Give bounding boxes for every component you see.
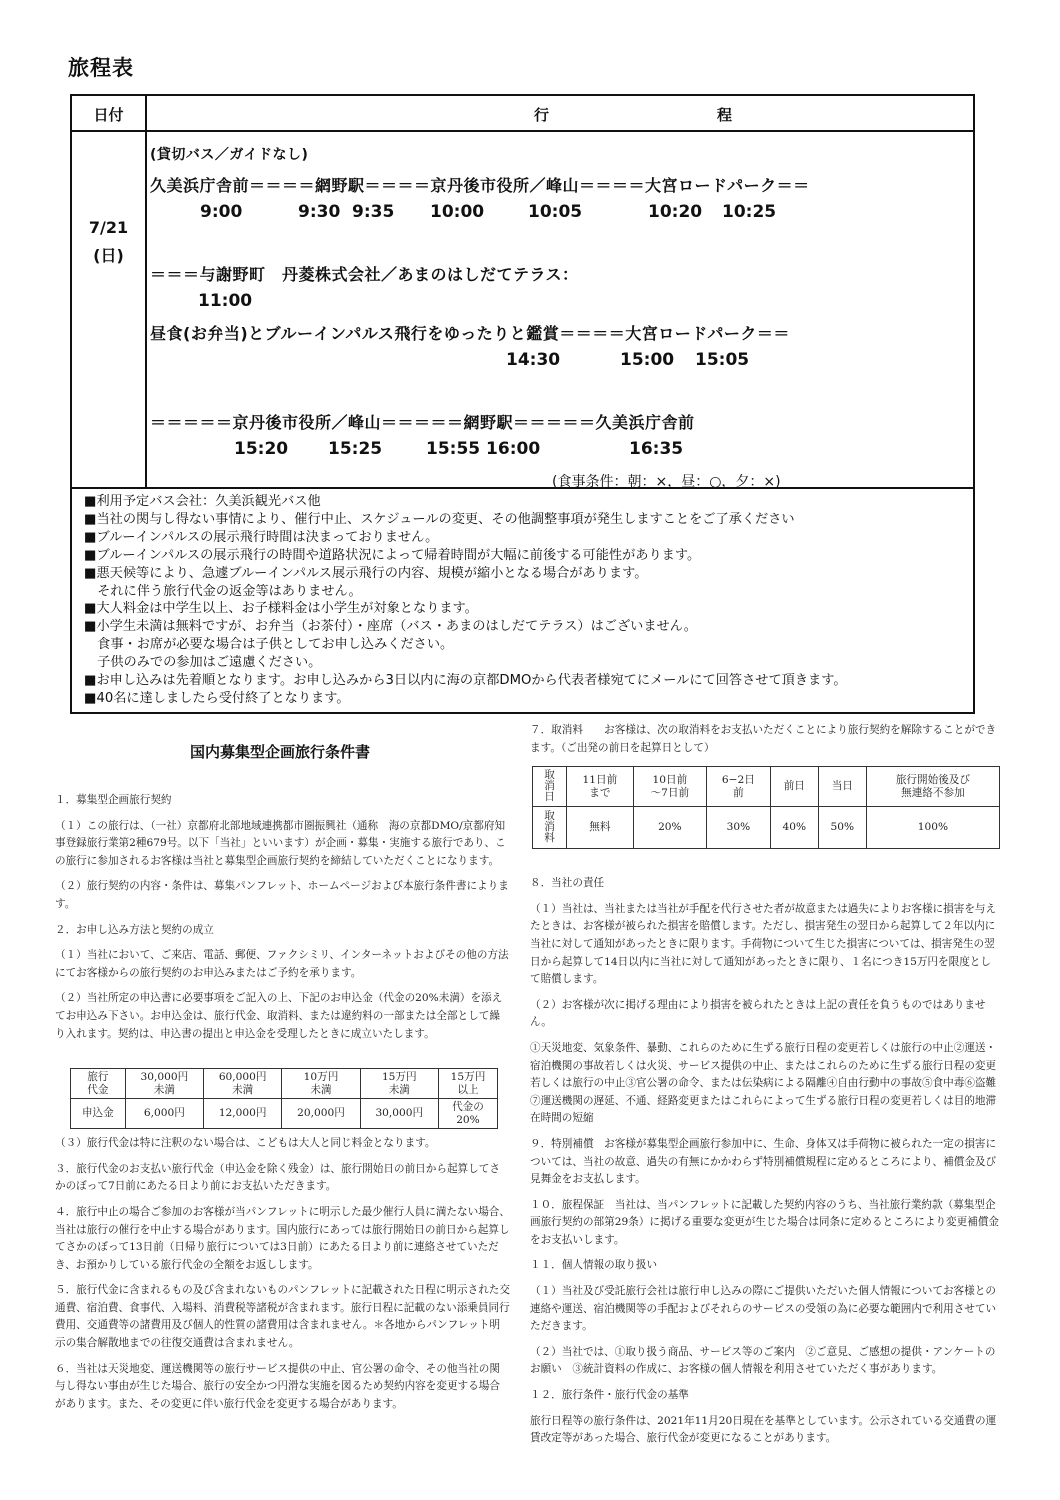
note-line: ■当社の関与し得ない事情により、催行中止、スケジュールの変更、その他調整事項が発生しますことをご了承ください xyxy=(84,511,795,527)
note-line: 食事・お席が必要な場合は子供としてお申し込みください。 xyxy=(84,637,454,653)
table-cell: 12,000円 xyxy=(204,1099,282,1129)
paragraph: ①天災地変、気象条件、暴動、これらのために生ずる旅行日程の変更若しくは旅行の中止②運送・宿泊機関の事故若しくは火災、サービス提供の中止、またはこれらのために生ずる旅行日程の変更若しくは旅行の中止③官公署の命令、または伝染病による隔離④自由行動中の事故⑤食中毒⑥盗難⑦運送機関の遅延、不通、経路変更またはこれらによって生ずる旅行日程の変更若しくは目的地滞在時間の短縮 xyxy=(530,1041,997,1125)
table-cell: 15万円 未満 xyxy=(360,1069,438,1099)
table-row xyxy=(533,807,1000,849)
table-cell: 旅行開始後及び 無連絡不参加 xyxy=(866,767,999,807)
note-line: ■小学生未満は無料ですが、お弁当（お茶付）・座席（バス・あまのはしだてテラス）はございません。 xyxy=(84,619,697,635)
notes-box xyxy=(70,489,975,714)
deposit-table xyxy=(70,1068,498,1129)
paragraph: １０．旅程保証 当社は、当パンフレットに記載した契約内容のうち、当社旅行業約款（募集型企画旅行契約の部第29条）に掲げる重要な変更が生じた場合は同条に定めるところにより変更補償金をお支払いします。 xyxy=(530,1198,1000,1246)
note-line: ■40名に達しましたら受付終了となります。 xyxy=(84,690,350,706)
time: 10:05 xyxy=(528,202,583,222)
paragraph: （２）旅行契約の内容・条件は、募集パンフレット、ホームページおよび本旅行条件書によります。 xyxy=(55,880,509,910)
route-line-2: ＝＝＝与謝野町 丹菱株式会社／あまのはしだてテラス： xyxy=(150,265,579,284)
table-cell: 10万円 未満 xyxy=(282,1069,360,1099)
table-cell: 当日 xyxy=(818,767,866,807)
bus-note: (貸切バス／ガイドなし) xyxy=(150,147,309,163)
time: 11:00 xyxy=(198,291,253,311)
table-cell: 6−2日 前 xyxy=(706,767,770,807)
date-text: 7/21 xyxy=(88,218,129,237)
route-line-4: ＝＝＝＝＝京丹後市役所／峰山＝＝＝＝＝網野駅＝＝＝＝＝久美浜庁舎前 xyxy=(150,413,695,432)
time: 10:00 xyxy=(430,202,485,222)
time: 9:35 xyxy=(352,202,395,222)
cancellation-table xyxy=(532,766,1000,849)
table-cell: 15万円 以上 xyxy=(438,1069,497,1099)
itinerary-table xyxy=(70,94,975,489)
paragraph: （１）この旅行は、（一社）京都府北部地域連携都市圏振興社（通称 海の京都DMO/京都府知事登録旅行業第2種679号。以下「当社」といいます）が企画・募集・実施する旅行であり、この旅行に参加されるお客様は当社と募集型企画旅行契約を締結していただくことになります。 xyxy=(55,819,506,867)
time: 9:00 xyxy=(200,202,243,222)
paragraph: ９．特別補償 お客様が募集型企画旅行参加中に、生命、身体又は手荷物に被られた一定の損害については、当社の故意、過失の有無にかかわらず特別補償規程に定めるところにより、補償金及び見舞金をお支払します。 xyxy=(530,1137,997,1186)
table-cell: 30% xyxy=(706,807,770,849)
table-cell: 100% xyxy=(866,807,999,849)
note-line: ■ブルーインパルスの展示飛行時間は決まっておりません。 xyxy=(84,529,439,545)
table-cell: 申込金 xyxy=(71,1099,126,1129)
time: 15:20 xyxy=(234,439,289,459)
table-cell: 40% xyxy=(770,807,818,849)
paragraph: ６．当社は天災地変、運送機関等の旅行サービス提供の中止、官公署の命令、その他当社の関与し得ない事由が生じた場合、旅行の安全かつ円滑な実施を図るため契約内容を変更する場合があります。また、その変更に伴い旅行代金を変更する場合があります。 xyxy=(55,1362,500,1410)
note-line: ■悪天候等により、急遽ブルーインパルス展示飛行の内容、規模が縮小となる場合があります。 xyxy=(84,565,648,581)
table-cell: 取 消 料 xyxy=(533,807,567,849)
table-cell: 11日前 まで xyxy=(567,767,634,807)
section-title: ８．当社の責任 xyxy=(530,877,605,890)
note-line: それに伴う旅行代金の返金等はありません。 xyxy=(84,583,362,599)
note-line: ■お申し込みは先着順となります。お申し込みから3日以内に海の京都DMOから代表者様宛てにメールにて回答させて頂きます。 xyxy=(84,673,847,689)
paragraph: ３．旅行代金のお支払い旅行代金（申込金を除く残金）は、旅行開始日の前日から起算してさかのぼって7日前にあたる日より前にお支払いただきます。 xyxy=(55,1162,500,1193)
table-row xyxy=(71,1099,498,1129)
table-cell: 前日 xyxy=(770,767,818,807)
paragraph: （１）当社及び受託旅行会社は旅行申し込みの際にご提供いただいた個人情報についてお客様との連絡や運送、宿泊機関等の手配およびそれらのサービスの受領の為に必要な範囲内で利用させていただきます。 xyxy=(530,1285,997,1333)
section-title: １２．旅行条件・旅行代金の基準 xyxy=(530,1389,689,1402)
route-line-3: 昼食(お弁当)とブルーインパルス飛行をゆったりと鑑賞＝＝＝＝大宮ロードパーク＝＝ xyxy=(150,324,790,343)
paragraph: （２）当社所定の申込書に必要事項をご記入の上、下記のお申込金（代金の20%未満）を添えてお申込み下さい。お申込金は、旅行代金、取消料、または違約料の一部または全部として繰り入れます。契約は、申込書の提出と申込金を受理したときに成立いたします。 xyxy=(55,992,503,1040)
header-date: 日付 xyxy=(93,106,124,124)
note-line: ■ブルーインパルスの展示飛行の時間や道路状況によって帰着時間が大幅に前後する可能性があります。 xyxy=(84,547,701,563)
paragraph: 旅行日程等の旅行条件は、2021年11月20日現在を基準としています。公示されている交通費の運賃改定等があった場合、旅行代金が変更になることがあります。 xyxy=(530,1414,997,1445)
table-cell: 30,000円 xyxy=(360,1099,438,1129)
table-cell: 旅行 代金 xyxy=(71,1069,126,1099)
table-cell: 20,000円 xyxy=(282,1099,360,1129)
paragraph: ４．旅行中止の場合ご参加のお客様が当パンフレットに明示した最少催行人員に満たない場合、当社は旅行の催行を中止する場合があります。国内旅行にあっては旅行開始日の前日から起算してさかのぼって13日前（日帰り旅行については3日前）にあたる日より前に連絡させていただき、お預かりしている旅行代金の全額をお返しします。 xyxy=(55,1205,510,1271)
time: 10:20 xyxy=(648,202,703,222)
section-title: １．募集型企画旅行契約 xyxy=(55,794,172,806)
page-title: 旅程表 xyxy=(68,56,134,80)
trip-date xyxy=(72,214,145,270)
time: 10:25 xyxy=(722,202,777,222)
paragraph: （１）当社は、当社または当社が手配を代行させた者が故意または過失によりお客様に損害を与えたときは、お客様が被られた損害を賠償します。ただし、損害発生の翌日から起算して２年以内に当社に対して通知があったときに限ります。手荷物について生じた損害については、損害発生の翌日から起算して14日以内に当社に対して通知があったときに限り、１名につき15万円を限度として賠償します。 xyxy=(530,902,997,986)
paragraph: （２）お客様が次に掲げる理由により損害を被られたときは上記の責任を負うものではありません。 xyxy=(530,998,986,1029)
table-cell: 取 消 日 xyxy=(533,767,567,807)
table-cell: 20% xyxy=(633,807,706,849)
paragraph: （２）当社では、①取り扱う商品、サービス等のご案内 ②ご意見、ご感想の提供・アンケートのお願い ③統計資料の作成に、お客様の個人情報を利用させていただく事があります。 xyxy=(530,1345,996,1376)
header-itinerary-1: 行 xyxy=(534,106,550,124)
note-line: ■利用予定バス会社：久美浜観光バス他 xyxy=(84,494,321,509)
note-line: 子供のみでの参加はご遠慮ください。 xyxy=(84,655,322,671)
time: 16:35 xyxy=(629,439,684,459)
time: 14:30 xyxy=(506,350,561,370)
weekday-text: (日) xyxy=(93,246,124,265)
time: 9:30 xyxy=(298,202,341,222)
table-cell: 50% xyxy=(818,807,866,849)
section-title: ２．お申し込み方法と契約の成立 xyxy=(55,923,214,936)
table-cell: 6,000円 xyxy=(125,1099,203,1129)
section-title: １１．個人情報の取り扱い xyxy=(530,1259,658,1272)
header-itinerary-2: 程 xyxy=(717,106,733,124)
time: 15:55 16:00 xyxy=(426,439,541,459)
table-cell: 10日前 〜7日前 xyxy=(633,767,706,807)
time: 15:25 xyxy=(328,439,383,459)
table-cell: 代金の 20% xyxy=(438,1099,497,1129)
time: 15:05 xyxy=(695,350,750,370)
paragraph: ５．旅行代金に含まれるもの及び含まれないものパンフレットに記載された日程に明示された交通費、宿泊費、食事代、入場料、消費税等諸税が含まれます。旅行日程に記載のない添乗員同行費用、交通費等の諸費用及び個人的性質の諸費用は含まれません。＊各地からパンフレット明示の集合解散地までの往復交通費は含まれません。 xyxy=(55,1284,510,1350)
table-cell: 無料 xyxy=(567,807,634,849)
time: 15:00 xyxy=(620,350,675,370)
column-divider xyxy=(145,96,147,487)
table-cell: 60,000円 未満 xyxy=(204,1069,282,1099)
paragraph: ７．取消料 お客様は、次の取消料をお支払いただくことにより旅行契約を解除することができます。（ご出発の前日を起算日として） xyxy=(530,724,997,754)
route-line-1: 久美浜庁舎前＝＝＝＝網野駅＝＝＝＝京丹後市役所／峰山＝＝＝＝大宮ロードパーク＝＝ xyxy=(150,176,810,195)
table-cell: 30,000円 未満 xyxy=(125,1069,203,1099)
conditions-title: 国内募集型企画旅行条件書 xyxy=(190,743,371,761)
itinerary-header xyxy=(72,96,973,132)
paragraph: （１）当社において、ご来店、電話、郵便、ファクシミリ、インターネットおよびその他の方法にてお客様からの旅行契約のお申込みまたはご予約を承ります。 xyxy=(55,949,509,979)
note-line: ■大人料金は中学生以上、お子様料金は小学生が対象となります。 xyxy=(84,601,478,617)
paragraph: （３）旅行代金は特に注釈のない場合は、こどもは大人と同じ料金となります。 xyxy=(55,1137,436,1150)
table-row xyxy=(533,767,1000,807)
meal-conditions: (食事条件：朝：×，昼：○，夕：×) xyxy=(552,474,781,490)
table-row xyxy=(71,1069,498,1099)
